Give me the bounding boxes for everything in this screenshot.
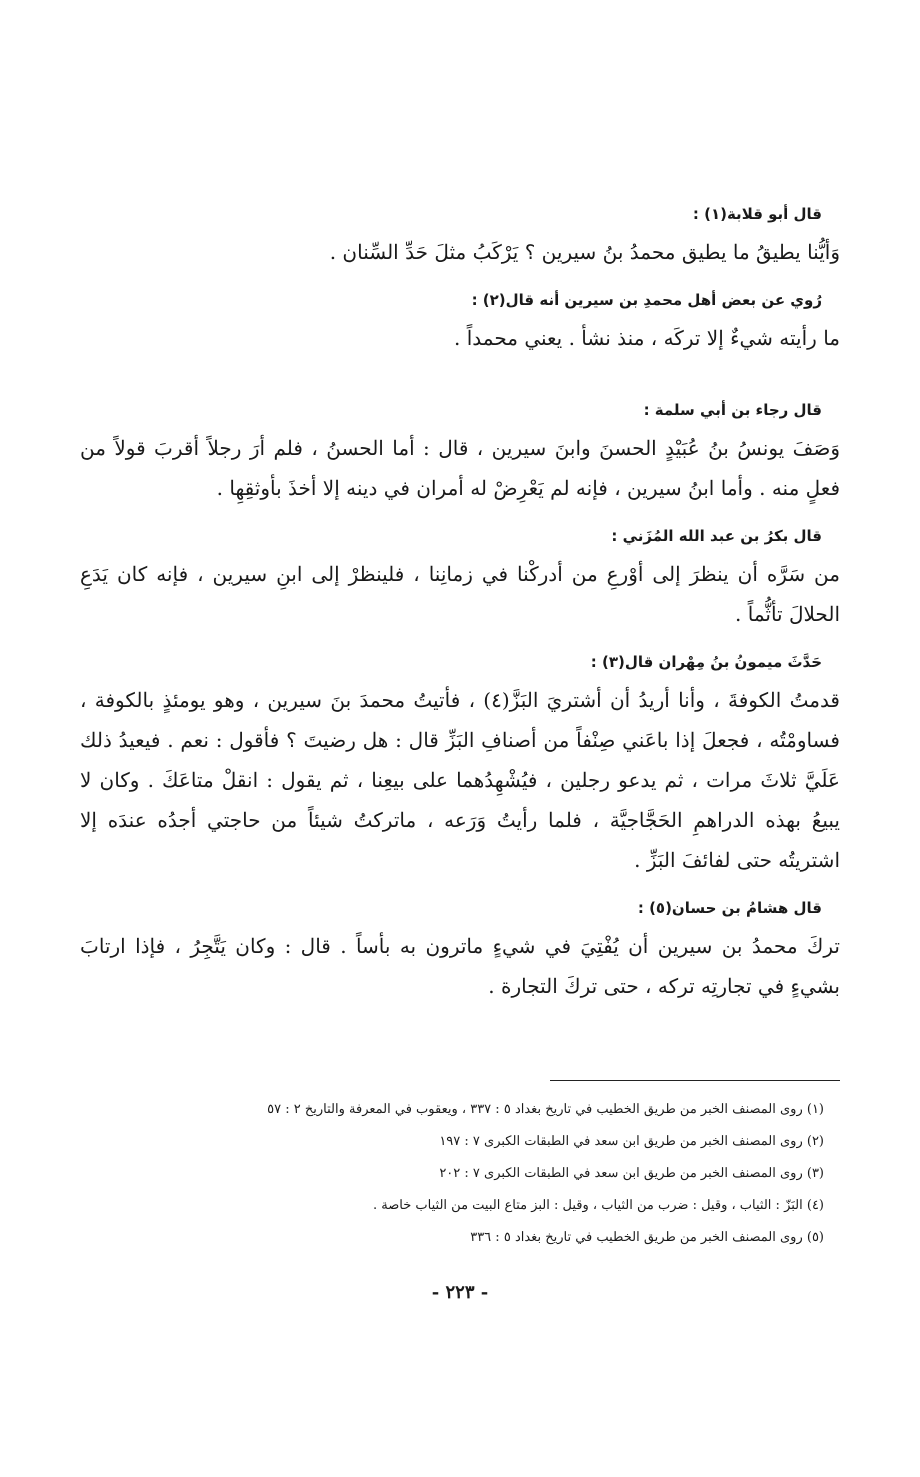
narration-section	[80, 396, 840, 508]
footnote-divider	[550, 1080, 840, 1081]
main-text	[80, 200, 840, 1020]
narration-section	[80, 286, 840, 358]
narration-heading: قال بكرُ بن عبد الله المُزَني :	[611, 527, 822, 545]
narration-heading: رُوي عن بعض أهل محمدِ بن سيرين أنه قال(٢) :	[471, 291, 822, 309]
narration-text: تركَ محمدُ بن سيرين أن يُفْتِيَ في شيءٍ ماترون به بأساً . قال : وكان يَتَّجِرُ ، فإذا ارتابَ بشيءٍ في تجارتِه تركه ، حتى تركَ التجارة .	[80, 934, 840, 998]
narration-heading: حَدَّثَ ميمونُ بنُ مِهْران قال(٣) :	[590, 653, 822, 671]
narration-text: وَصَفَ يونسُ بنُ عُبَيْدٍ الحسنَ وابنَ سيرين ، قال : أما الحسنُ ، فلم أرَ رجلاً أقربَ قولاً من فعلٍ منه . وأما ابنُ سيرين ، فإنه لم يَعْرِضْ له أمران في دينه إلا أخذَ بأوثقِهِا .	[80, 436, 840, 500]
narration-text: ما رأيته شيءٌ إلا تركَه ، منذ نشأ . يعني محمداً .	[454, 326, 840, 350]
narration-text: وَأيُّنا يطيقُ ما يطيق محمدُ بنُ سيرين ؟ يَرْكَبُ مثلَ حَدِّ السِّنان .	[329, 240, 840, 264]
narration-section	[80, 894, 840, 1006]
narration-section	[80, 522, 840, 634]
footnote: (١) روى المصنف الخبر من طريق الخطيب في تاريخ بغداد ٥ : ٣٣٧ ، ويعقوب في المعرفة والتاريخ ٢ : ٥٧	[267, 1102, 824, 1117]
footnotes	[80, 1094, 824, 1254]
page-number: - ٢٢٣ -	[431, 1282, 489, 1303]
narration-section	[80, 648, 840, 880]
footnote: (٢) روى المصنف الخبر من طريق ابن سعد في الطبقات الكبرى ٧ : ١٩٧	[439, 1134, 824, 1149]
narration-heading: قال هشامُ بن حسان(٥) :	[637, 899, 822, 917]
narration-heading: قال أبو قلابة(١) :	[692, 205, 822, 223]
footnote: (٤) البَزّ : الثياب ، وقيل : ضرب من الثياب ، وقيل : البز متاع البيت من الثياب خاصة .	[373, 1198, 824, 1213]
footnote: (٥) روى المصنف الخبر من طريق الخطيب في تاريخ بغداد ٥ : ٣٣٦	[470, 1230, 824, 1245]
section-gap	[80, 372, 840, 396]
narration-heading: قال رجاء بن أبي سلمة :	[643, 401, 822, 419]
narration-text: قدمتُ الكوفةَ ، وأنا أريدُ أن أشتريَ البَزَّ(٤) ، فأتيتُ محمدَ بنَ سيرين ، وهو يومئذٍ بالكوفة ، فساومْتُه ، فجعلَ إذا باعَني صِنْفاً من أصنافِ البَزِّ قال : هل رضيتَ ؟ فأقول : نعم . فيعيدُ ذلك عَلَيَّ ثلاثَ مرات ، ثم يدعو رجلين ، فيُشْهِدُهما على بيعِنا ، ثم يقول : انقلْ متاعَكَ . وكان لا يبيعُ بهذه الدراهمِ الحَجَّاجيَّة ، فلما رأيتُ وَرَعه ، ماتركتُ شيئاً من حاجتي أجدُه عندَه إلا اشتريتُه حتى لفائفَ البَزِّ .	[80, 688, 840, 872]
narration-text: من سَرَّه أن ينظرَ إلى أوْرعِ من أدركْنا في زمانِنا ، فلينظرْ إلى ابنِ سيرين ، فإنه كان يَدَعِ الحلالَ تأثُّماً .	[80, 562, 840, 626]
narration-section	[80, 200, 840, 272]
footnote: (٣) روى المصنف الخبر من طريق ابن سعد في الطبقات الكبرى ٧ : ٢٠٢	[439, 1166, 824, 1181]
